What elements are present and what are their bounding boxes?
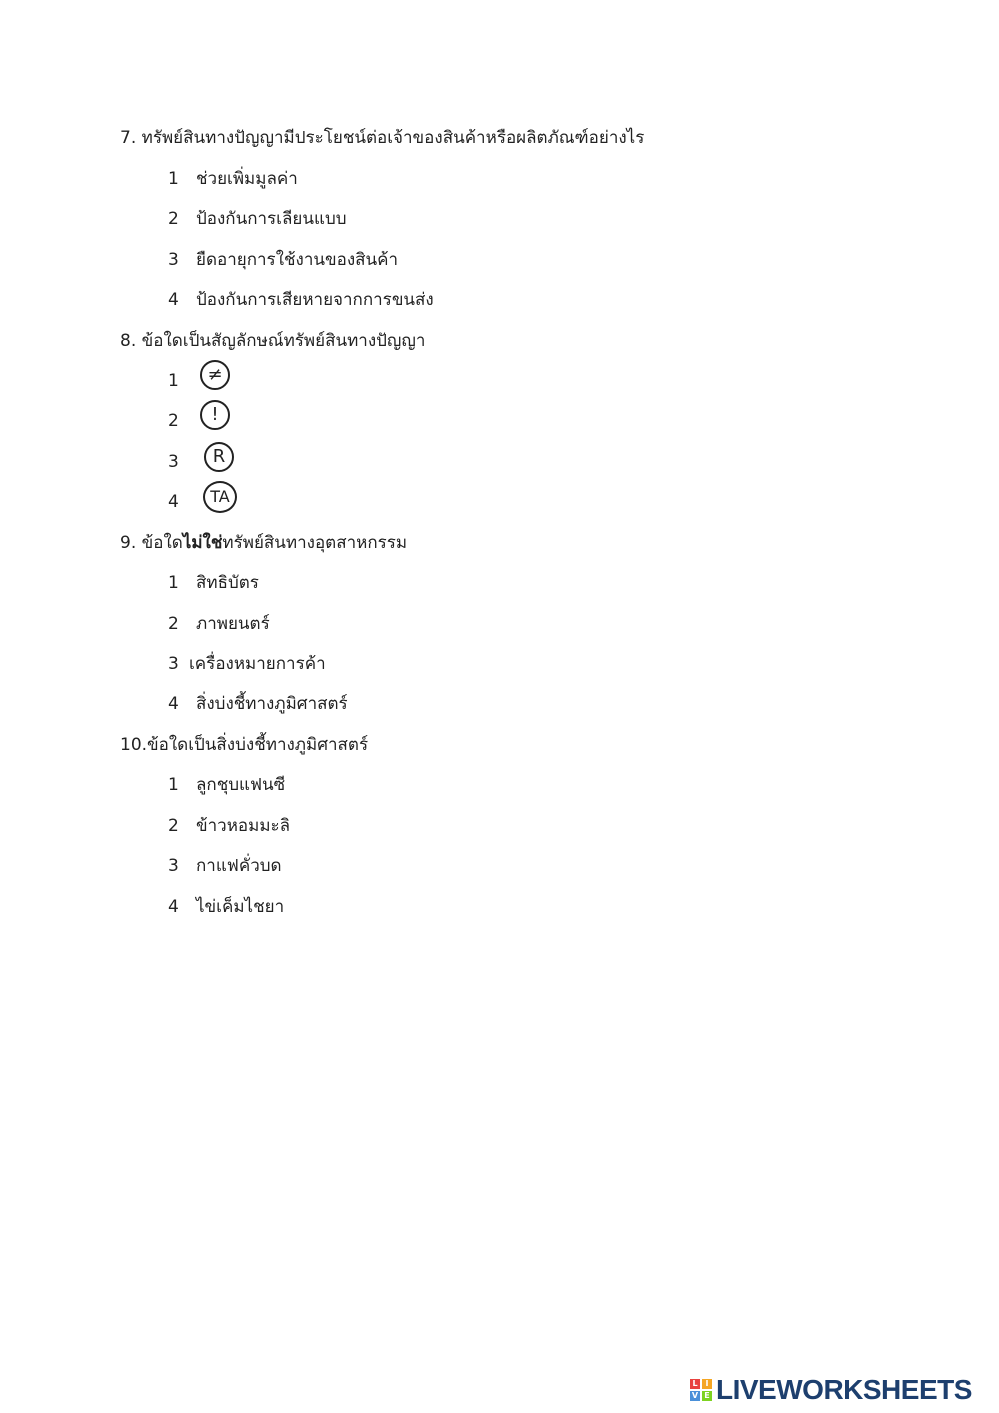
exclamation-circle-icon[interactable]: ! (200, 400, 230, 430)
q7-option-2-number: 2 (168, 209, 179, 229)
q10-option-1-number: 1 (168, 775, 179, 795)
logo-grid-icon (690, 1379, 712, 1401)
q7-option-2-text[interactable]: ป้องกันการเลียนแบบ (196, 209, 347, 229)
q7-option-3-number: 3 (168, 250, 179, 270)
question-8-label: 8. ข้อใดเป็นสัญลักษณ์ทรัพย์สินทางปัญญา (120, 331, 426, 351)
question-10-label: 10.ข้อใดเป็นสิ่งบ่งชี้ทางภูมิศาสตร์ (120, 735, 369, 755)
q10-option-4-number: 4 (168, 897, 179, 917)
logo-grid-l: L (690, 1379, 700, 1389)
q7-option-4-number: 4 (168, 290, 179, 310)
q10-option-2-text[interactable]: ข้าวหอมมะลิ (196, 816, 291, 836)
q10-option-2-number: 2 (168, 816, 179, 836)
logo-grid-i: I (702, 1379, 712, 1389)
q8-option-2-number: 2 (168, 411, 179, 431)
q9-option-2-number: 2 (168, 614, 179, 634)
logo-grid-v: V (691, 1391, 699, 1400)
q10-option-3-text[interactable]: กาแฟคั่วบด (196, 856, 282, 876)
q9-option-4-text[interactable]: สิ่งบ่งชี้ทางภูมิศาสตร์ (196, 694, 348, 714)
q9-option-1-number: 1 (168, 573, 179, 593)
q8-option-3-number: 3 (168, 452, 179, 472)
question-7-label: 7. ทรัพย์สินทางปัญญามีประโยชน์ต่อเจ้าของสินค้าหรือผลิตภัณฑ์อย่างไร (120, 128, 645, 148)
question-9-emphasis: ไม่ใช่ (182, 533, 223, 553)
q10-option-3-number: 3 (168, 856, 179, 876)
q9-option-3-text[interactable]: เครื่องหมายการค้า (189, 654, 326, 674)
q7-option-3-text[interactable]: ยืดอายุการใช้งานของสินค้า (196, 250, 399, 270)
question-9-prefix: 9. ข้อใด (120, 533, 183, 553)
q9-option-3-number: 3 (168, 654, 179, 674)
logo-grid-e: E (702, 1391, 712, 1401)
logo-text: LIVEWORKSHEETS (716, 1374, 972, 1405)
ta-circle-icon[interactable]: TA (203, 481, 237, 513)
not-equal-circle-icon[interactable]: ≠ (200, 360, 230, 390)
q7-option-4-text[interactable]: ป้องกันการเสียหายจากการขนส่ง (196, 290, 434, 310)
q10-option-4-text[interactable]: ไข่เค็มไชยา (196, 897, 285, 917)
q9-option-1-text[interactable]: สิทธิบัตร (196, 573, 259, 593)
q9-option-4-number: 4 (168, 694, 179, 714)
q7-option-1-text[interactable]: ช่วยเพิ่มมูลค่า (196, 169, 298, 189)
q8-option-4-number: 4 (168, 492, 179, 512)
q10-option-1-text[interactable]: ลูกชุบแฟนซี (196, 775, 286, 795)
q7-option-1-number: 1 (168, 169, 179, 189)
liveworksheets-logo (690, 1375, 972, 1405)
q8-option-1-number: 1 (168, 371, 179, 391)
question-9-suffix: ทรัพย์สินทางอุตสาหกรรม (222, 533, 408, 553)
question-9-label (120, 532, 407, 554)
registered-circle-icon[interactable]: R (204, 442, 234, 472)
q9-option-2-text[interactable]: ภาพยนตร์ (196, 614, 270, 634)
